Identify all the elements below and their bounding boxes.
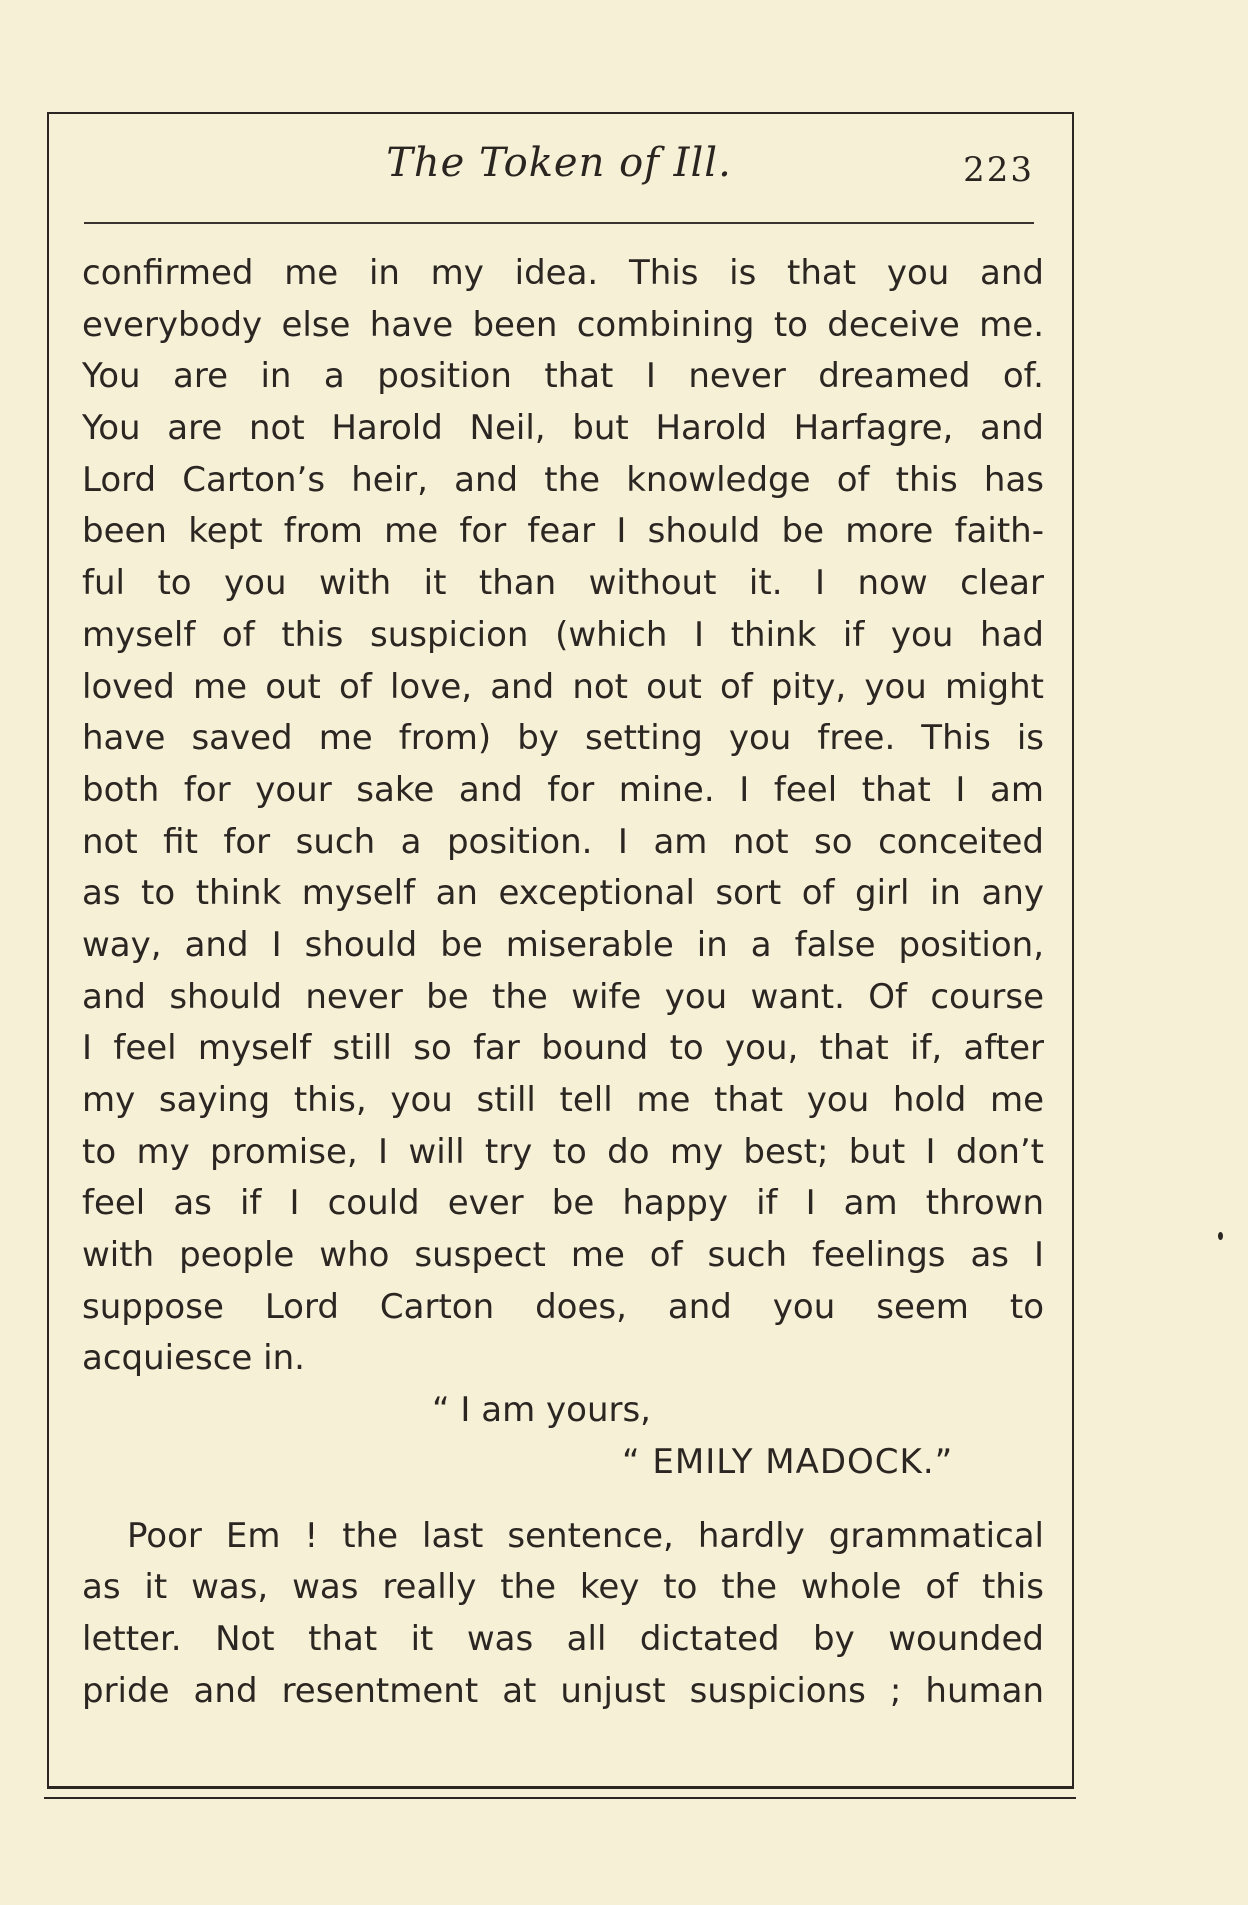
text-line: feel as if I could ever be happy if I am thrown <box>82 1183 1044 1224</box>
text-line: with people who suspect me of such feelings as I <box>82 1235 1044 1276</box>
ink-speck <box>1218 1232 1223 1240</box>
text-line: ful to you with it than without it. I now clear <box>82 563 1044 604</box>
text-line: have saved me from) by setting you free. This is <box>82 718 1044 759</box>
running-head <box>84 140 1034 200</box>
text-line: to my promise, I will try to do my best; but I don’t <box>82 1131 1044 1172</box>
text-line: myself of this suspicion (which I think if you had <box>82 614 1044 655</box>
text-line: everybody else have been combining to deceive me. <box>82 304 1044 345</box>
text-line: confirmed me in my idea. This is that you and <box>82 253 1044 293</box>
text-line: You are in a position that I never dreamed of. <box>82 356 1044 397</box>
page-number: 223 <box>963 150 1034 190</box>
letter-closing: “ I am yours, <box>432 1390 651 1431</box>
text-line: way, and I should be miserable in a false position, <box>82 924 1044 965</box>
header-rule <box>84 222 1034 224</box>
bottom-rule <box>44 1797 1076 1799</box>
text-line: as to think myself an exceptional sort of girl in any <box>82 873 1044 914</box>
text-line: been kept from me for fear I should be more faith- <box>82 511 1044 552</box>
text-line: I feel myself still so far bound to you, that if, after <box>82 1028 1044 1069</box>
text-line: Poor Em ! the last sentence, hardly grammatical <box>127 1515 1044 1556</box>
text-line: not fit for such a position. I am not so conceited <box>82 821 1044 862</box>
text-block <box>82 248 1044 1717</box>
paragraph-gap <box>82 1489 1044 1511</box>
text-line: both for your sake and for mine. I feel that I am <box>82 769 1044 810</box>
text-line: suppose Lord Carton does, and you seem to <box>82 1286 1044 1327</box>
text-line: my saying this, you still tell me that you hold me <box>82 1080 1044 1120</box>
text-line: loved me out of love, and not out of pity, you might <box>82 666 1044 707</box>
text-line: You are not Harold Neil, but Harold Harfagre, and <box>82 408 1044 449</box>
text-line: acquiesce in. <box>82 1338 305 1379</box>
letter-signature: “ EMILY MADOCK.” <box>622 1441 954 1482</box>
text-line: Lord Carton’s heir, and the knowledge of this has <box>82 459 1044 500</box>
text-line: letter. Not that it was all dictated by wounded <box>82 1618 1044 1659</box>
text-line: pride and resentment at unjust suspicions ; human <box>82 1670 1044 1711</box>
text-line: and should never be the wife you want. Of course <box>82 976 1044 1017</box>
text-line: as it was, was really the key to the whole of this <box>82 1567 1044 1608</box>
running-title: The Token of Ill. <box>386 140 732 186</box>
